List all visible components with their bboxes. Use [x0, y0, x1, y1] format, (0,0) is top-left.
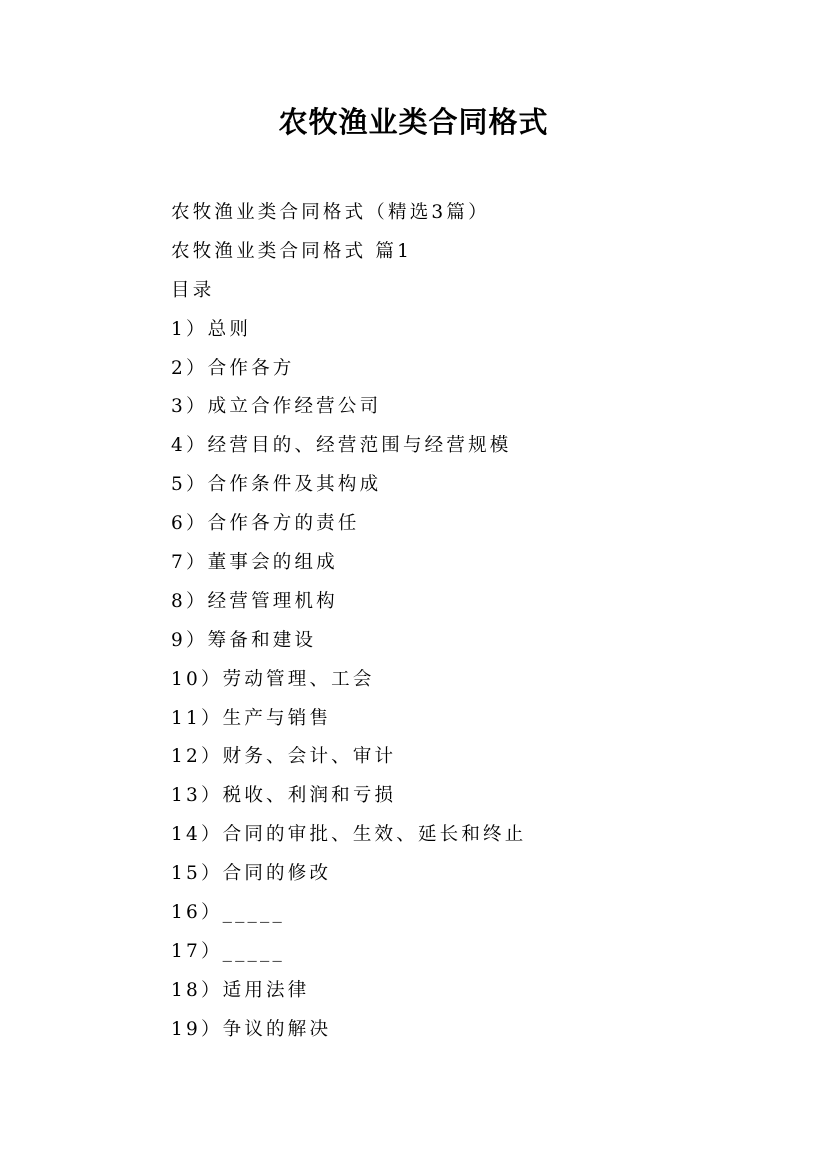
toc-item: 3）成立合作经营公司 [171, 396, 382, 418]
section-heading-line: 农牧渔业类合同格式 篇1 [171, 240, 413, 262]
toc-item: 15）合同的修改 [171, 863, 332, 885]
document-body [171, 194, 526, 1050]
subtitle-line: 农牧渔业类合同格式（精选3篇） [171, 202, 490, 223]
toc-item: 14）合同的审批、生效、延长和终止 [171, 824, 527, 846]
toc-item: 18）适用法律 [171, 979, 310, 1001]
toc-item: 4）经营目的、经营范围与经营规模 [171, 435, 512, 457]
toc-item: 8）经营管理机构 [171, 590, 338, 612]
toc-heading: 目录 [171, 279, 215, 301]
toc-item: 5）合作条件及其构成 [171, 474, 382, 496]
toc-item: 9）筹备和建设 [171, 629, 317, 651]
toc-item: 2）合作各方 [171, 357, 295, 379]
toc-item: 10）劳动管理、工会 [171, 668, 375, 690]
toc-item: 19）争议的解决 [171, 1018, 332, 1040]
document-title: 农牧渔业类合同格式 [278, 105, 549, 139]
toc-item: 16）_____ [171, 902, 285, 924]
toc-item: 1）总则 [171, 318, 252, 340]
toc-item: 13）税收、利润和亏损 [171, 785, 397, 807]
toc-item: 7）董事会的组成 [171, 552, 338, 574]
toc-item: 11）生产与销售 [171, 707, 332, 729]
toc-item: 6）合作各方的责任 [171, 513, 360, 535]
toc-item: 12）财务、会计、审计 [171, 746, 397, 768]
toc-item: 17）_____ [171, 940, 285, 962]
